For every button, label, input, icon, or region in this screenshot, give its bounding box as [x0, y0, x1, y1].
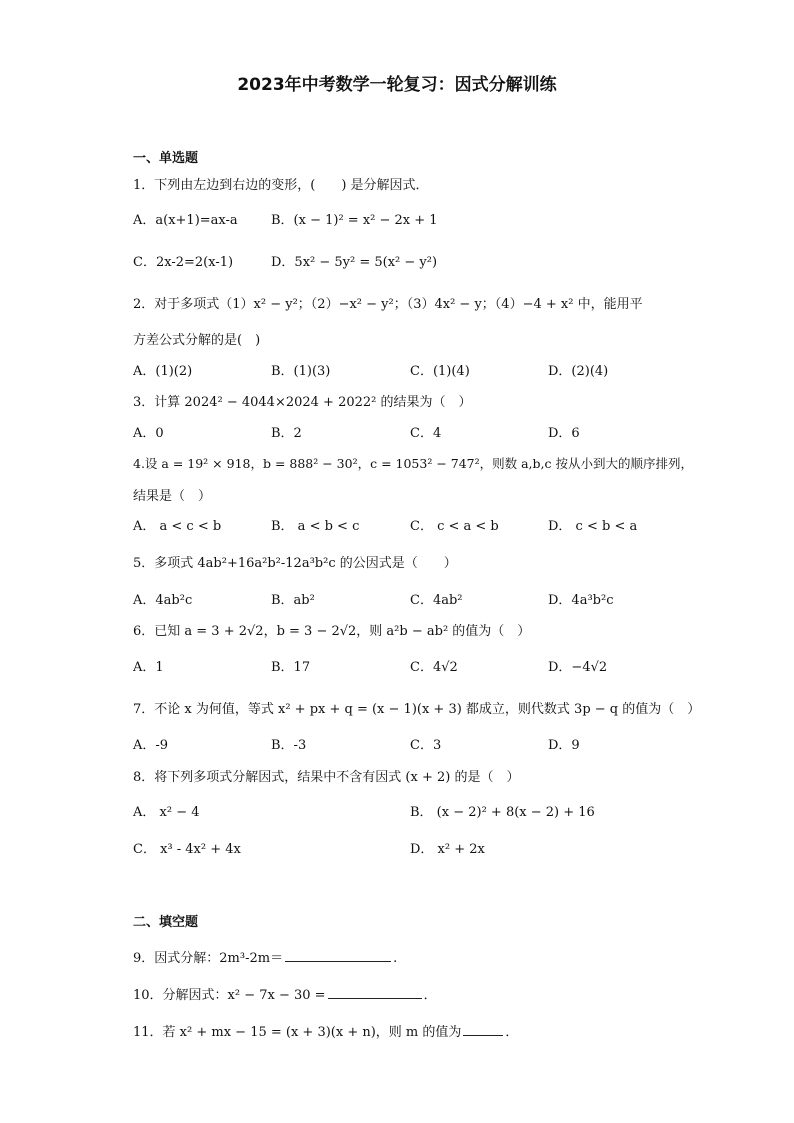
- question-4-stem-line-2: 结果是（ ）: [133, 489, 212, 504]
- question-1-option-c[interactable]: C．2x-2=2(x-1): [133, 255, 234, 270]
- question-3-option-d[interactable]: D．6: [548, 426, 580, 441]
- question-6-stem: 6．已知 a = 3 + 2√2，b = 3 − 2√2，则 a²b − ab² 的值为（ ）: [133, 624, 531, 639]
- question-6-option-b[interactable]: B．17: [271, 660, 311, 675]
- question-9-end: .: [393, 951, 398, 966]
- question-4-option-b[interactable]: B． a < b < c: [271, 519, 360, 534]
- question-7-option-c[interactable]: C．3: [410, 738, 442, 753]
- question-11-text: 11．若 x² + mx − 15 = (x + 3)(x + n)，则 m 的值为: [133, 1025, 462, 1040]
- page-title: 2023年中考数学一轮复习：因式分解训练: [237, 75, 557, 95]
- question-10-text: 10．分解因式：x² − 7x − 30 =: [133, 988, 326, 1003]
- question-10-answer-blank[interactable]: [328, 986, 422, 999]
- question-3-stem: 3．计算 2024² − 4044×2024 + 2022² 的结果为（ ）: [133, 395, 472, 410]
- question-10-end: ．: [423, 988, 437, 1003]
- question-8-option-b[interactable]: B． (x − 2)² + 8(x − 2) + 16: [410, 805, 595, 820]
- question-5-option-d[interactable]: D．4a³b²c: [548, 593, 614, 608]
- question-2-option-d[interactable]: D．(2)(4): [548, 364, 609, 379]
- question-8-option-c[interactable]: C． x³ - 4x² + 4x: [133, 842, 241, 857]
- question-11-end: ．: [505, 1025, 519, 1040]
- question-8-stem: 8．将下列多项式分解因式，结果中不含有因式 (x + 2) 的是（ ）: [133, 770, 520, 785]
- question-11-answer-blank[interactable]: [463, 1023, 503, 1036]
- question-3-option-c[interactable]: C．4: [410, 426, 442, 441]
- question-2-stem-line-2: 方差公式分解的是( ): [133, 333, 261, 348]
- section-heading-fill-in: 二、填空题: [133, 915, 199, 930]
- section-heading-single-choice: 一、单选题: [133, 151, 199, 166]
- question-1-stem: 1．下列由左边到右边的变形，( ) 是分解因式．: [133, 178, 429, 193]
- question-3-option-a[interactable]: A．0: [133, 426, 164, 441]
- question-7-option-a[interactable]: A．-9: [133, 738, 169, 753]
- question-8-option-d[interactable]: D． x² + 2x: [410, 842, 485, 857]
- question-7-option-d[interactable]: D．9: [548, 738, 580, 753]
- question-2-stem-line-1: 2．对于多项式（1）x² − y²；（2）−x² − y²；（3）4x² − y；（4）−4 + x² 中，能用平: [133, 297, 643, 312]
- question-5-option-b[interactable]: B．ab²: [271, 593, 315, 608]
- question-9-text: 9．因式分解：2m³-2m＝: [133, 951, 284, 966]
- question-5-option-a[interactable]: A．4ab²c: [133, 593, 193, 608]
- question-3-option-b[interactable]: B．2: [271, 426, 302, 441]
- question-1-option-b[interactable]: B．(x − 1)² = x² − 2x + 1: [271, 213, 438, 228]
- question-2-option-c[interactable]: C．(1)(4): [410, 364, 470, 379]
- question-8-option-a[interactable]: A． x² − 4: [133, 805, 200, 820]
- question-10: [133, 984, 437, 1003]
- question-4-option-d[interactable]: D． c < b < a: [548, 519, 638, 534]
- question-2-option-b[interactable]: B．(1)(3): [271, 364, 331, 379]
- question-2-option-a[interactable]: A．(1)(2): [133, 364, 193, 379]
- question-4-option-a[interactable]: A． a < c < b: [133, 519, 222, 534]
- question-7-option-b[interactable]: B．-3: [271, 738, 307, 753]
- question-4-option-c[interactable]: C． c < a < b: [410, 519, 499, 534]
- question-9-answer-blank[interactable]: [285, 949, 391, 962]
- question-7-stem: 7．不论 x 为何值，等式 x² + px + q = (x − 1)(x + 3) 都成立，则代数式 3p − q 的值为（ ）: [133, 702, 701, 717]
- question-1-option-d[interactable]: D．5x² − 5y² = 5(x² − y²): [271, 255, 438, 270]
- question-4-stem-line-1: 4.设 a = 19² × 918，b = 888² − 30²，c = 1053² − 747²，则数 a,b,c 按从小到大的顺序排列，: [133, 456, 693, 471]
- question-6-option-d[interactable]: D．−4√2: [548, 660, 608, 675]
- question-11: [133, 1021, 518, 1040]
- question-1-option-a[interactable]: A．a(x+1)=ax-a: [133, 213, 238, 228]
- question-5-stem: 5．多项式 4ab²+16a²b²-12a³b²c 的公因式是（ ）: [133, 556, 457, 571]
- question-6-option-a[interactable]: A．1: [133, 660, 164, 675]
- question-6-option-c[interactable]: C．4√2: [410, 660, 458, 675]
- question-9: [133, 947, 397, 966]
- question-5-option-c[interactable]: C．4ab²: [410, 593, 463, 608]
